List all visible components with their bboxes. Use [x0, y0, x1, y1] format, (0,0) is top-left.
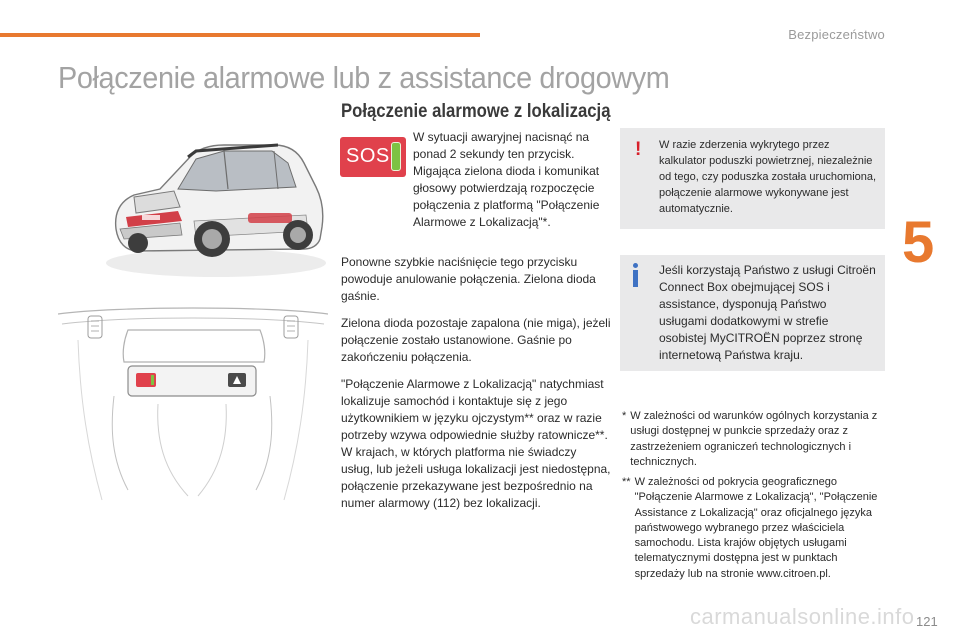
- chapter-number: 5: [902, 210, 935, 275]
- page-number: 121: [916, 614, 938, 629]
- warning-note-text: W razie zderzenia wykrytego przez kalkulator poduszki powietrznej, niezależnie od tego, czy poduszka została uruchomiona, połączenie alarmowe wykonywane jest automatycznie.: [659, 139, 877, 215]
- car-illustration-icon: [98, 117, 328, 279]
- footnote-2: [622, 475, 887, 582]
- page-title: Połączenie alarmowe lub z assistance drogowym: [58, 60, 670, 95]
- header-accent-rule: [0, 33, 480, 37]
- warning-note: [620, 128, 885, 229]
- sos-led-indicator: [391, 142, 401, 171]
- paragraph-sos-press: W sytuacji awaryjnej nacisnąć na ponad 2 sekundy ten przycisk. Migająca zielona dioda i komunikat głosowy potwierdzają rozpoczęcie połączenia z platformą "Połączenie Alarmowe z Lokalizacją"*.: [413, 130, 600, 229]
- paragraph-service-info: "Połączenie Alarmowe z Lokalizacją" natychmiast lokalizuje samochód i kontaktuje się z jego użytkownikiem w języku ojczystym** oraz w razie potrzeby wzywa odpowiednie służby ratownicze**. W krajach, w których platforma nie świadczy usług, lub jeżeli usługa lokalizacji jest niedostępna, połączenie przekazywane jest bezpośrednio na numer alarmowy (112) bez lokalizacji.: [341, 377, 611, 510]
- footnote-2-mark: **: [622, 476, 631, 488]
- section-name: Bezpieczeństwo: [788, 27, 885, 42]
- info-icon: [632, 263, 642, 287]
- footnote-1-text: W zależności od warunków ogólnych korzystania z usługi dostępnej w punkcie sprzedaży oraz z zastrzeżeniem ograniczeń technologicznych i technicznych.: [630, 410, 878, 468]
- paragraph-green-led: Zielona dioda pozostaje zapalona (nie miga), jeżeli połączenie zostało ustanowione. Gaśnie po zakończeniu połączenia.: [341, 316, 611, 364]
- watermark: carmanualsonline.info: [690, 604, 915, 629]
- info-note-text: Jeśli korzystają Państwo z usługi Citroën Connect Box obejmującej SOS i assistance, dysponują Państwo usługami dodatkowymi w strefie osobistej MyCITROËN poprzez stronę internetową Państwa kraju.: [659, 263, 876, 362]
- footnote-1: [622, 409, 887, 470]
- paragraph-cancel: Ponowne szybkie naciśnięcie tego przycisku powoduje anulowanie połączenia. Zielona dioda gaśnie.: [341, 255, 596, 303]
- roof-console-illustration-icon: [58, 300, 328, 510]
- sos-button: [340, 137, 406, 177]
- sos-button-label: SOS: [346, 145, 390, 167]
- footnote-1-mark: *: [622, 410, 627, 422]
- section-heading: Połączenie alarmowe z lokalizacją: [341, 101, 611, 122]
- footnote-2-text: W zależności od pokrycia geograficznego "Połączenie Alarmowe z Lokalizacją", "Połączenie Assistance z Lokalizacją" oraz oficjalnego języka państwowego wybranego przez właściciela samochodu. Lista krajów objętych usługami telematycznymi dostępna jest w punktach sprzedaży lub na stronie www.citroen.pl.: [634, 476, 878, 580]
- info-note: [620, 255, 885, 371]
- exclamation-icon: !: [635, 139, 642, 160]
